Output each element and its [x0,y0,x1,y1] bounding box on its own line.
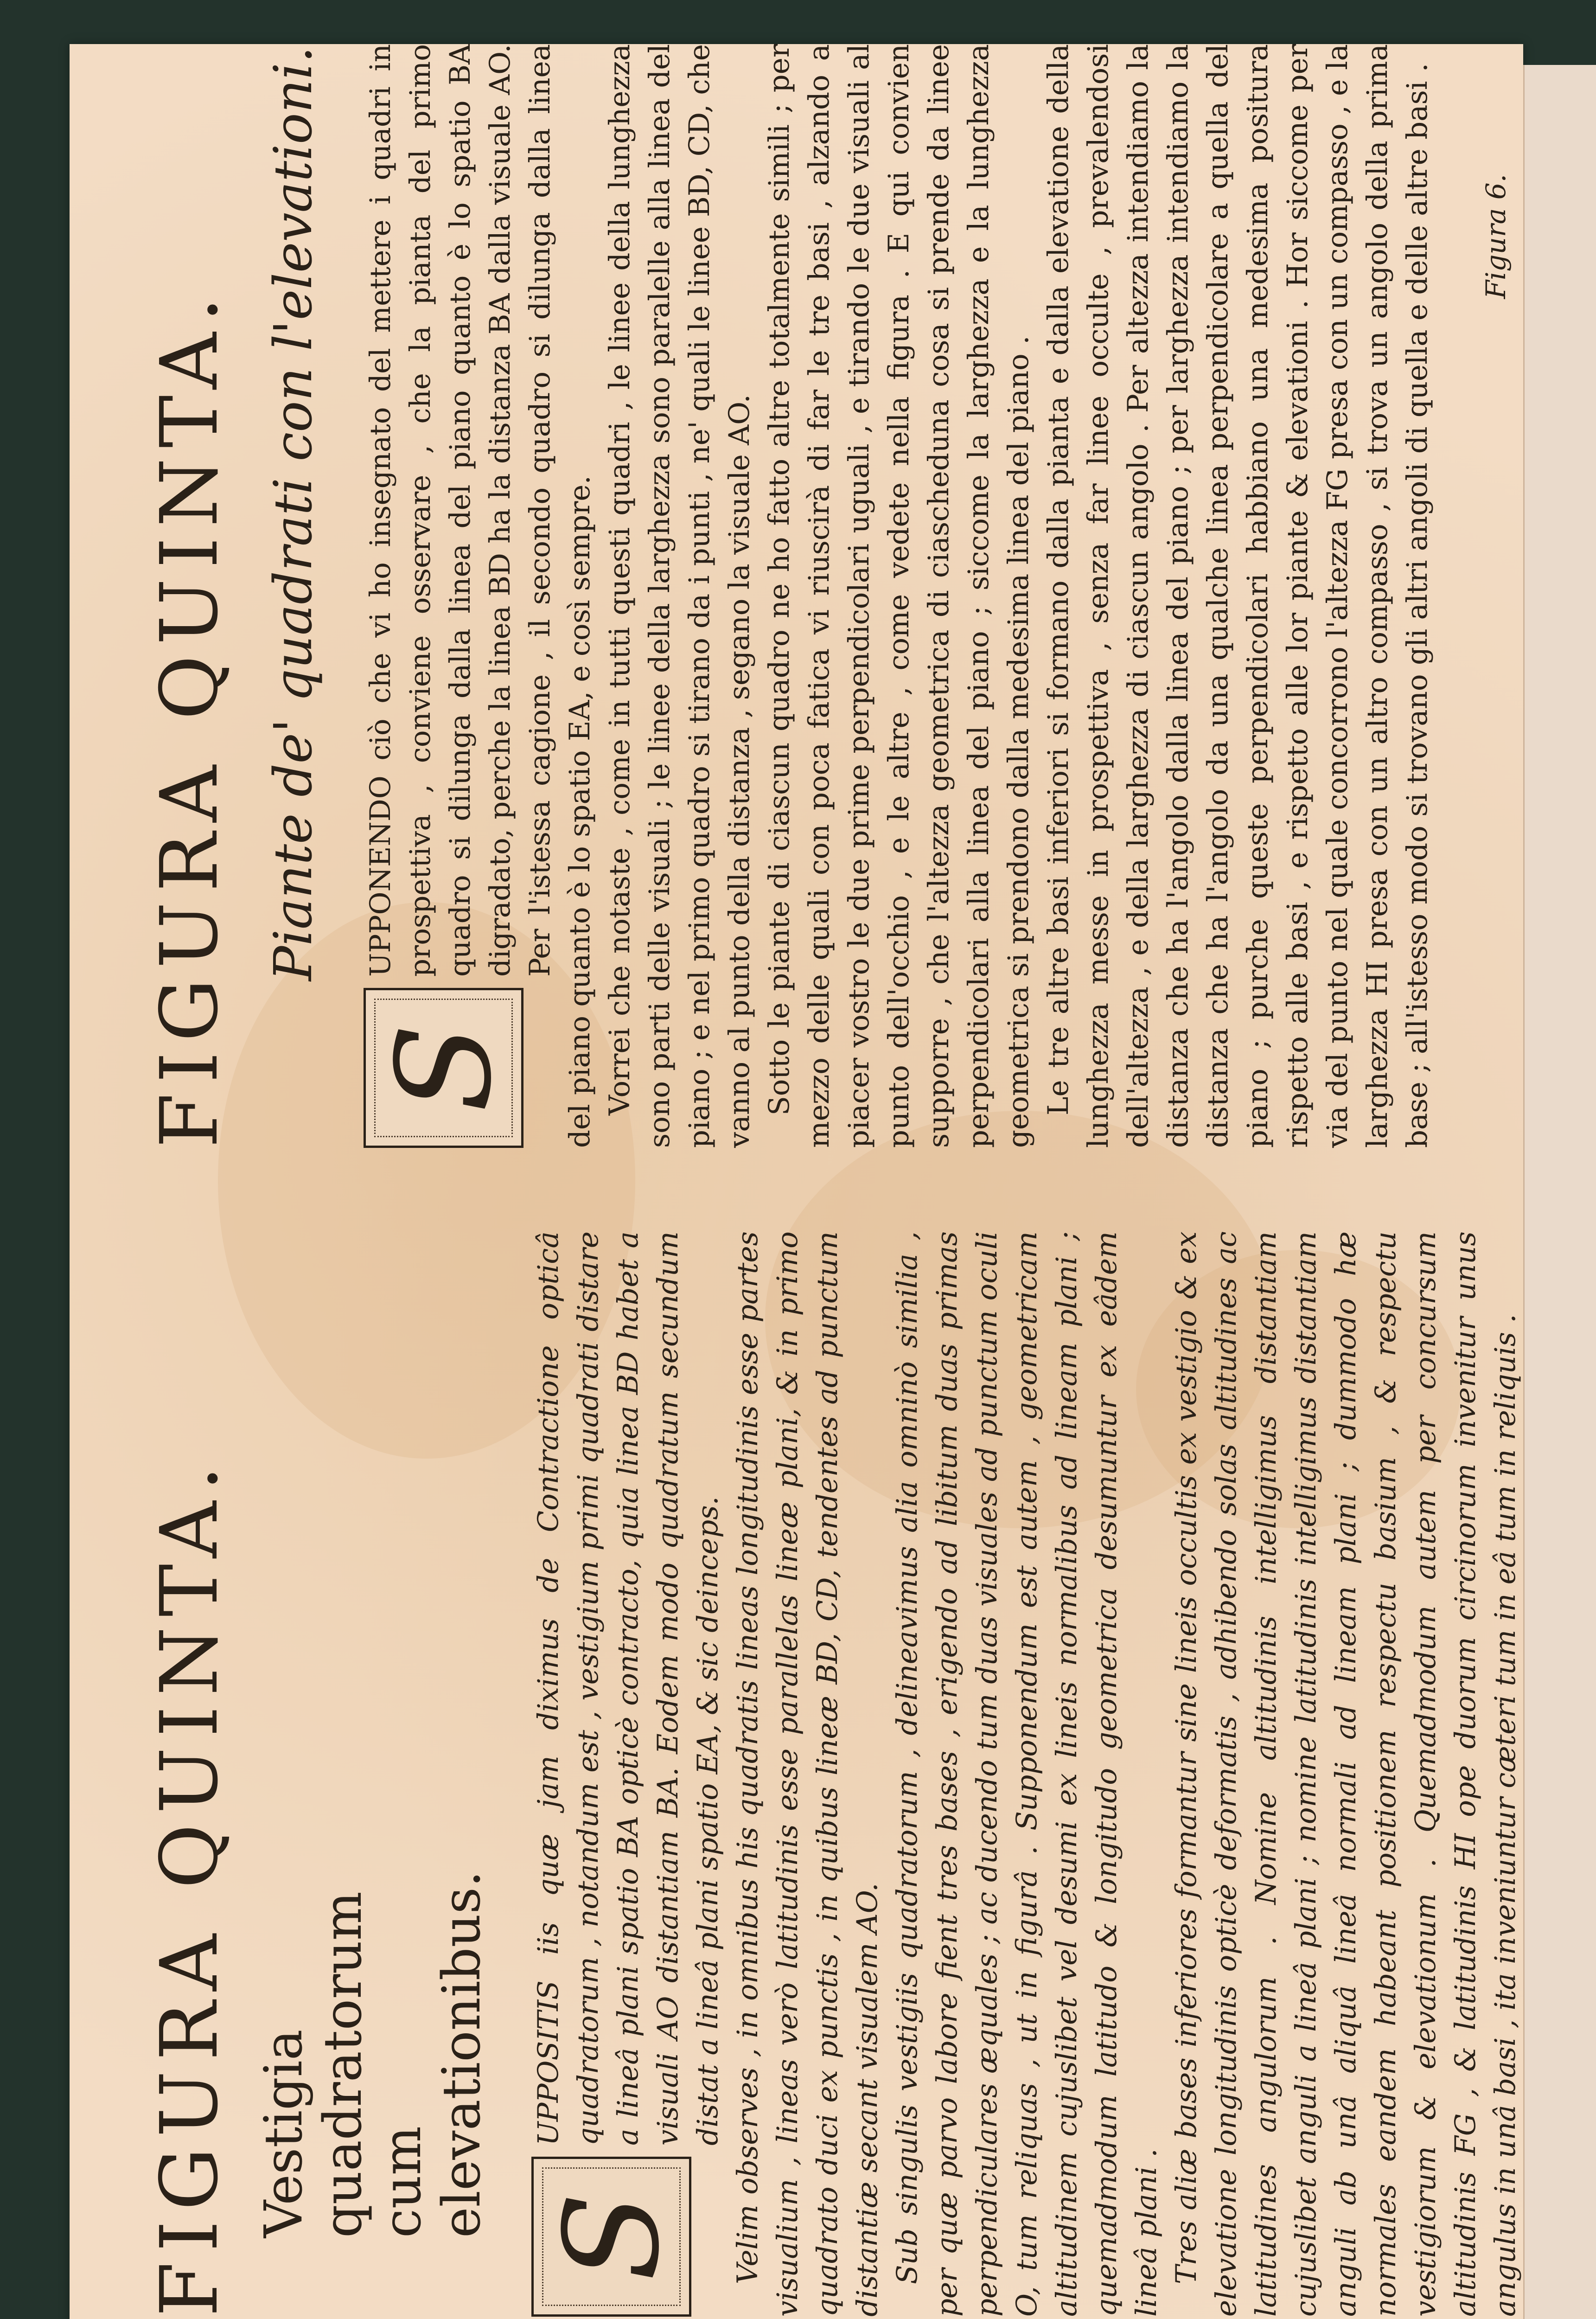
latin-paragraph-4: Tres aliæ bases inferiores formantur sine lineis occultis ex vestigio & ex elevatione longitudinis opticè deformatis , adhibendo solas altitudines ac latitudines angulorum . Nomine altitudinis intelligimus distantiam cujuslibet anguli a lineâ plani ; nomine latitudinis intelligimus distantiam anguli ab unâ aliquâ lineâ normali ad lineam plani ; dummodo hæ normales eandem habeant positionem respectu basium , & respectu vestigiorum & elevationum . Quemadmodum autem per concursum altitudinis FG , & latitudinis HI ope duorum circinorum invenitur unus angulus in unâ basi , ita inveniuntur cæteri tum in eâ tum in reliquis . [1170,1231,1522,2317]
ornamental-initial [364,988,523,1148]
page-leaf [70,44,1523,2319]
next-page-edge [1523,65,1596,2319]
italian-subtitle: Piante de' quadrati con l'elevationi. [263,46,324,981]
initial-letter: S [537,2192,688,2281]
latin-title: FIGURA QUINTA. [144,1455,236,2317]
latin-body [529,1231,1526,2317]
latin-subtitle: Vestigia quadratorum cum elevationibus. [254,1871,492,2238]
italian-body [361,44,1437,1148]
latin-paragraph-1: UPPOSITIS iis quæ jam diximus de Contractione opticâ quadratorum , notandum est , vestigium primi quadrati distare a lineâ plani spatio BA opticè contracto, quia linea BD habet a visuali AO distantiam BA. Eodem modo quadratum secundum distat a lineâ plani spatio EA, & sic deinceps. [532,1231,724,2146]
ornamental-initial [531,2157,691,2317]
italian-column [144,44,1512,1148]
italian-paragraph-3: Sotto le piante di ciascun quadro ne ho fatto altre totalmente simili ; per mezzo delle quali con poca fatica vi riuscirà di far le tre basi , alzando a piacer vostro le due prime perpendicolari uguali , e tirando le due visuali al punto dell'occhio , e le altre , come vedete nella figura . E qui convien supporre , che l'altezza geometrica di ciascheduna cosa si prende da linee perpendicolari alla linea del piano ; siccome la larghezza e la lunghezza geometrica si prendono dalla medesima linea del piano . [763,44,1035,1148]
italian-paragraph-2: Vorrei che notaste , come in tutti questi quadri , le linee della lunghezza sono parti delle visuali ; le linee della larghezza sono paralelle alla linea del piano ; e nel primo quadro si tirano da i punti , ne' quali le linee BD, CD, che vanno al punto della distanza , segano la visuale AO. [603,44,756,1148]
latin-column [144,1231,1526,2317]
initial-letter: S [369,1023,520,1113]
italian-title: FIGURA QUINTA. [144,287,236,1148]
italian-paragraph-1: UPPONENDO ciò che vi ho insegnato del mettere i quadri in prospettiva , conviene osservare , che la pianta del primo quadro si dilunga dalla linea del piano quanto è lo spatio BA digradato, perche la linea BD ha la distanza BA dalla visuale AO. Per l'istessa cagione , il secondo quadro si dilunga dalla linea del piano quanto è lo spatio EA, e così sempre. [364,44,596,1148]
latin-paragraph-3: Sub singulis vestigiis quadratorum , delineavimus alia omninò similia , per quæ parvo labore fient tres bases , erigendo ad libitum duas primas perpendiculares æquales ; ac ducendo tum duas visuales ad punctum oculi O, tum reliquas , ut in figurâ . Supponendum est autem , geometricam altitudinem cujuslibet vel desumi ex lineis normalibus ad lineam plani ; quemadmodum latitudo & longitudo geometrica desumuntur ex eâdem lineâ plani . [891,1231,1163,2317]
italian-paragraph-4: Le tre altre basi inferiori si formano dalla pianta e dalla elevatione della lunghezza messe in prospettiva , senza far linee occulte , prevalendosi dell'altezza , e della larghezza di ciascun angolo . Per altezza intendiamo la distanza che ha l'angolo dalla linea del piano ; per larghezza intendiamo la distanza che ha l'angolo da una qualche linea perpendicolare a quella del piano ; purche queste perpendicolari habbiano una medesima positura rispetto alle basi , e rispetto alle lor piante & elevationi . Hor siccome per via del punto nel quale concorrono l'altezza FG presa con un compasso , e la larghezza HI presa con un altro compasso , si trova un angolo della prima base ; all'istesso modo si trovano gli altri angoli di quella e delle altre basi . [1042,44,1434,1148]
latin-paragraph-2: Velim observes , in omnibus his quadratis lineas longitudinis esse partes visualium , lineas verò latitudinis esse parallelas lineæ plani, & in primo quadrato duci ex punctis , in quibus lineæ BD, CD, tendentes ad punctum distantiæ secant visualem AO. [731,1231,884,2317]
rotated-content [144,16,1553,2317]
figure-caption: Figura 6. [1480,174,1512,299]
